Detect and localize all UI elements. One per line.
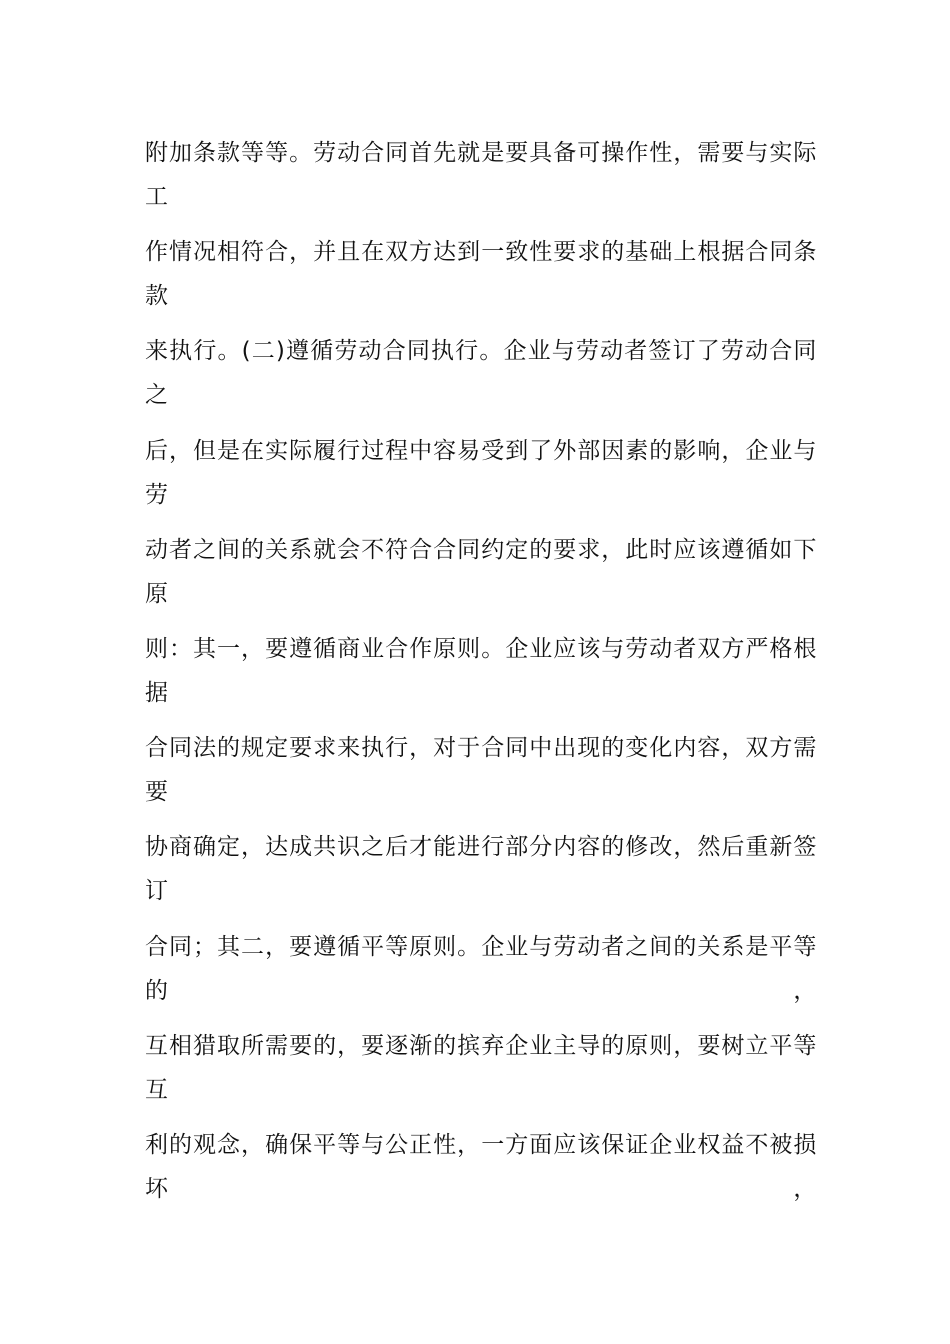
text-line-4: 后，但是在实际履行过程中容易受到了外部因素的影响，企业与劳: [145, 437, 817, 508]
text-line-11: 利的观念，确保平等与公正性，一方面应该保证企业权益不被损坏，: [145, 1131, 817, 1202]
text-line-5: 动者之间的关系就会不符合合同约定的要求，此时应该遵循如下原: [145, 536, 817, 607]
text-line-8: 协商确定，达成共识之后才能进行部分内容的修改，然后重新签订: [145, 834, 817, 905]
text-line-2: 作情况相符合，并且在双方达到一致性要求的基础上根据合同条款: [145, 239, 817, 310]
text-line-1: 附加条款等等。劳动合同首先就是要具备可操作性，需要与实际工: [145, 140, 817, 210]
body-text: [145, 131, 817, 1222]
text-line-3: 来执行。(二)遵循劳动合同执行。企业与劳动者签订了劳动合同之: [145, 338, 817, 409]
text-line-10: 互相猎取所需要的，要逐渐的摈弃企业主导的原则，要树立平等互: [145, 1032, 817, 1103]
text-line-7: 合同法的规定要求来执行，对于合同中出现的变化内容，双方需要: [145, 735, 817, 806]
text-line-6: 则：其一，要遵循商业合作原则。企业应该与劳动者双方严格根据: [145, 635, 817, 706]
text-line-9: 合同；其二，要遵循平等原则。企业与劳动者之间的关系是平等的，: [145, 933, 817, 1004]
